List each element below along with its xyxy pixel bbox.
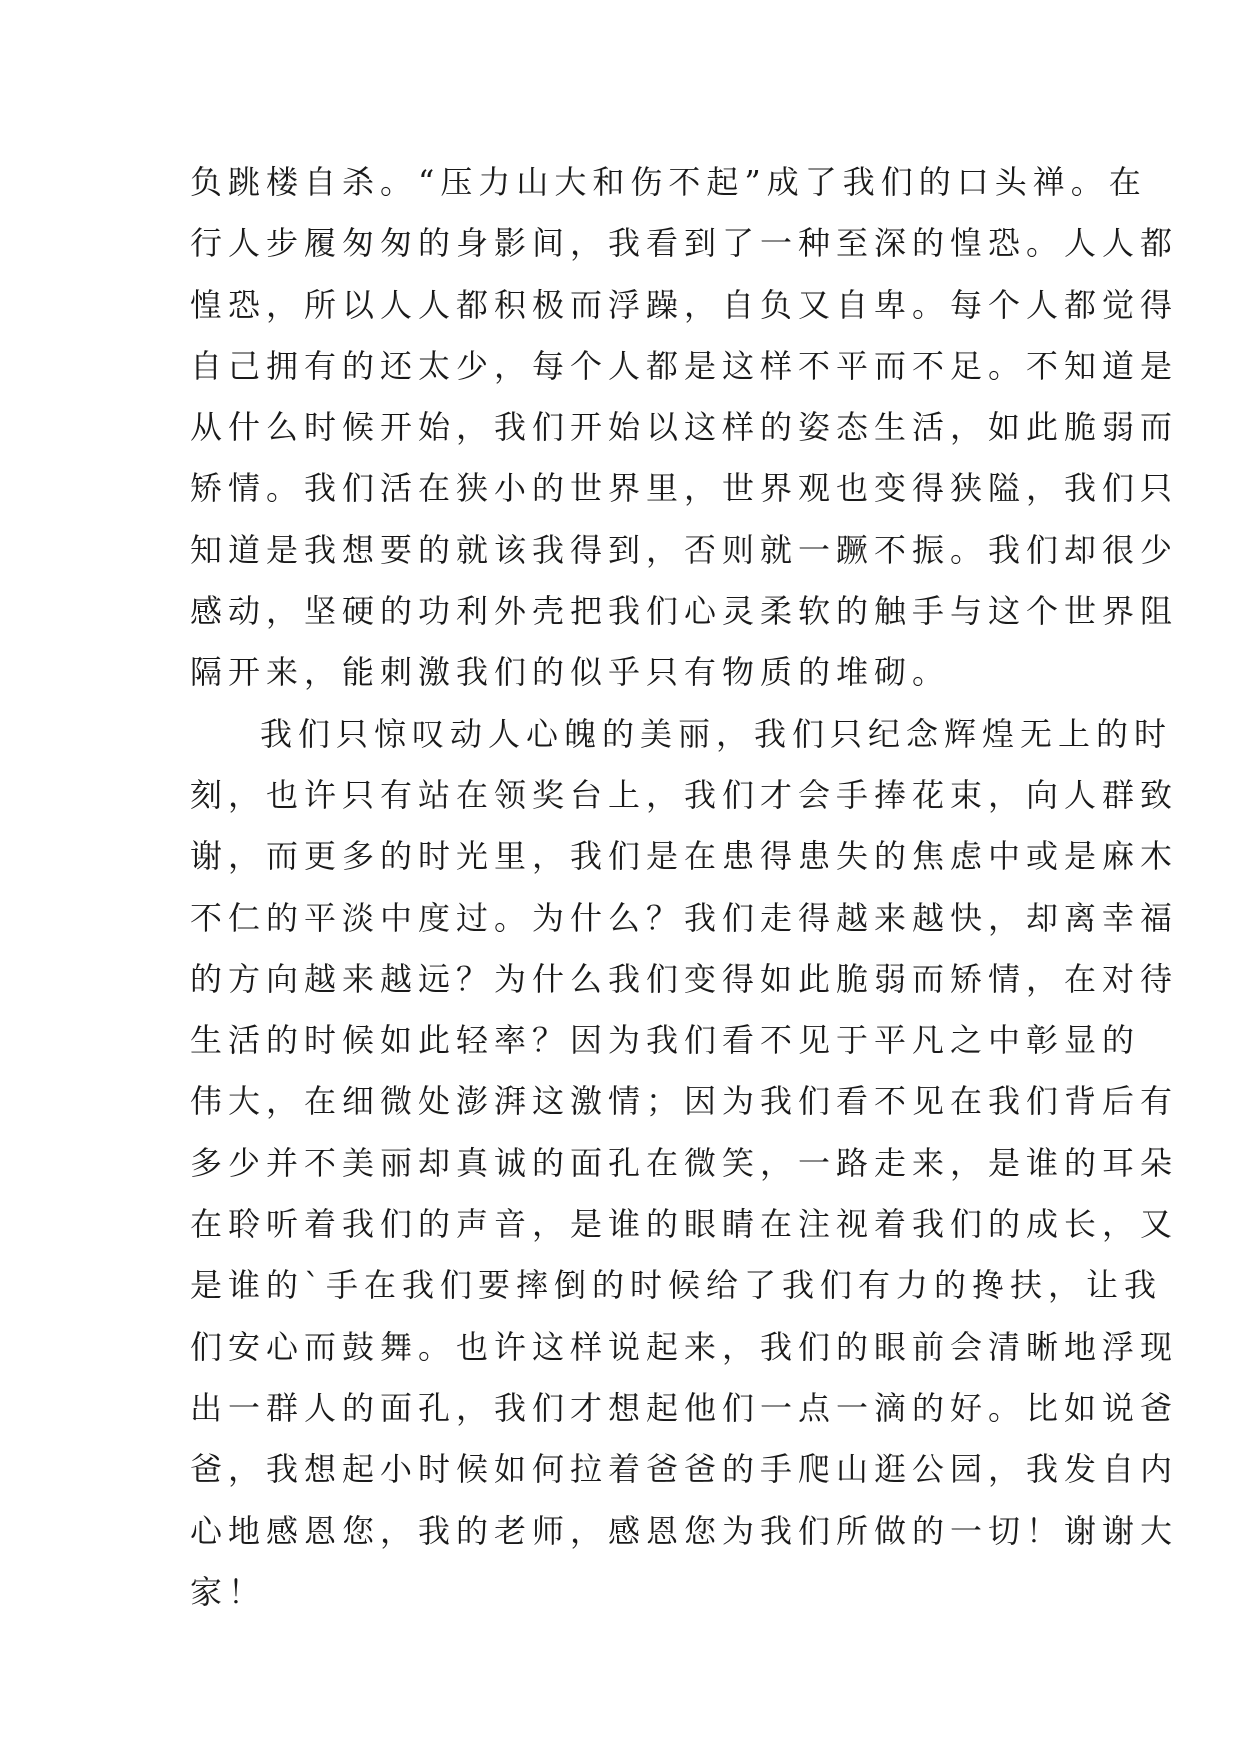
- text-line: 的方向越来越远？为什么我们变得如此脆弱而矫情，在对待: [190, 959, 1179, 998]
- text-line: 心地感恩您，我的老师，感恩您为我们所做的一切！谢谢大: [190, 1511, 1179, 1550]
- text-line: 多少并不美丽却真诚的面孔在微笑，一路走来，是谁的耳朵: [190, 1143, 1179, 1182]
- text-line: 在聆听着我们的声音，是谁的眼睛在注视着我们的成长，又: [190, 1205, 1179, 1244]
- body-text: [190, 152, 1179, 1623]
- text-line: 感动，坚硬的功利外壳把我们心灵柔软的触手与这个世界阻: [190, 592, 1179, 631]
- text-line: 惶恐，所以人人都积极而浮躁，自负又自卑。每个人都觉得: [190, 285, 1179, 324]
- text-line: 自己拥有的还太少，每个人都是这样不平而不足。不知道是: [190, 346, 1179, 385]
- text-line: 隔开来，能刺激我们的似乎只有物质的堆砌。: [190, 653, 951, 692]
- text-line: 是谁的`手在我们要摔倒的时候给了我们有力的搀扶，让我: [190, 1266, 1163, 1305]
- text-line: 负跳楼自杀。“压力山大和伤不起”成了我们的口头禅。在: [190, 163, 1147, 201]
- text-line: 不仁的平淡中度过。为什么？我们走得越来越快，却离幸福: [190, 898, 1179, 937]
- text-line: 家！: [190, 1572, 267, 1611]
- text-line: 伟大，在细微处澎湃这激情；因为我们看不见在我们背后有: [190, 1082, 1179, 1121]
- text-line: 从什么时候开始，我们开始以这样的姿态生活，如此脆弱而: [190, 408, 1179, 447]
- text-line: 出一群人的面孔，我们才想起他们一点一滴的好。比如说爸: [190, 1388, 1179, 1427]
- text-line: 谢，而更多的时光里，我们是在患得患失的焦虑中或是麻木: [190, 837, 1179, 876]
- text-line: 矫情。我们活在狭小的世界里，世界观也变得狭隘，我们只: [190, 469, 1179, 508]
- text-line: 行人步履匆匆的身影间，我看到了一种至深的惶恐。人人都: [190, 224, 1179, 263]
- text-line: 刻，也许只有站在领奖台上，我们才会手捧花束，向人群致: [190, 775, 1179, 814]
- text-line: 爸，我想起小时候如何拉着爸爸的手爬山逛公园，我发自内: [190, 1450, 1179, 1489]
- text-line: 生活的时候如此轻率？因为我们看不见于平凡之中彰显的: [190, 1021, 1141, 1060]
- text-line: 们安心而鼓舞。也许这样说起来，我们的眼前会清晰地浮现: [190, 1327, 1179, 1366]
- text-line: 知道是我想要的就该我得到，否则就一蹶不振。我们却很少: [190, 530, 1179, 569]
- paragraph-start-line: 我们只惊叹动人心魄的美丽，我们只纪念辉煌无上的时: [260, 714, 1173, 753]
